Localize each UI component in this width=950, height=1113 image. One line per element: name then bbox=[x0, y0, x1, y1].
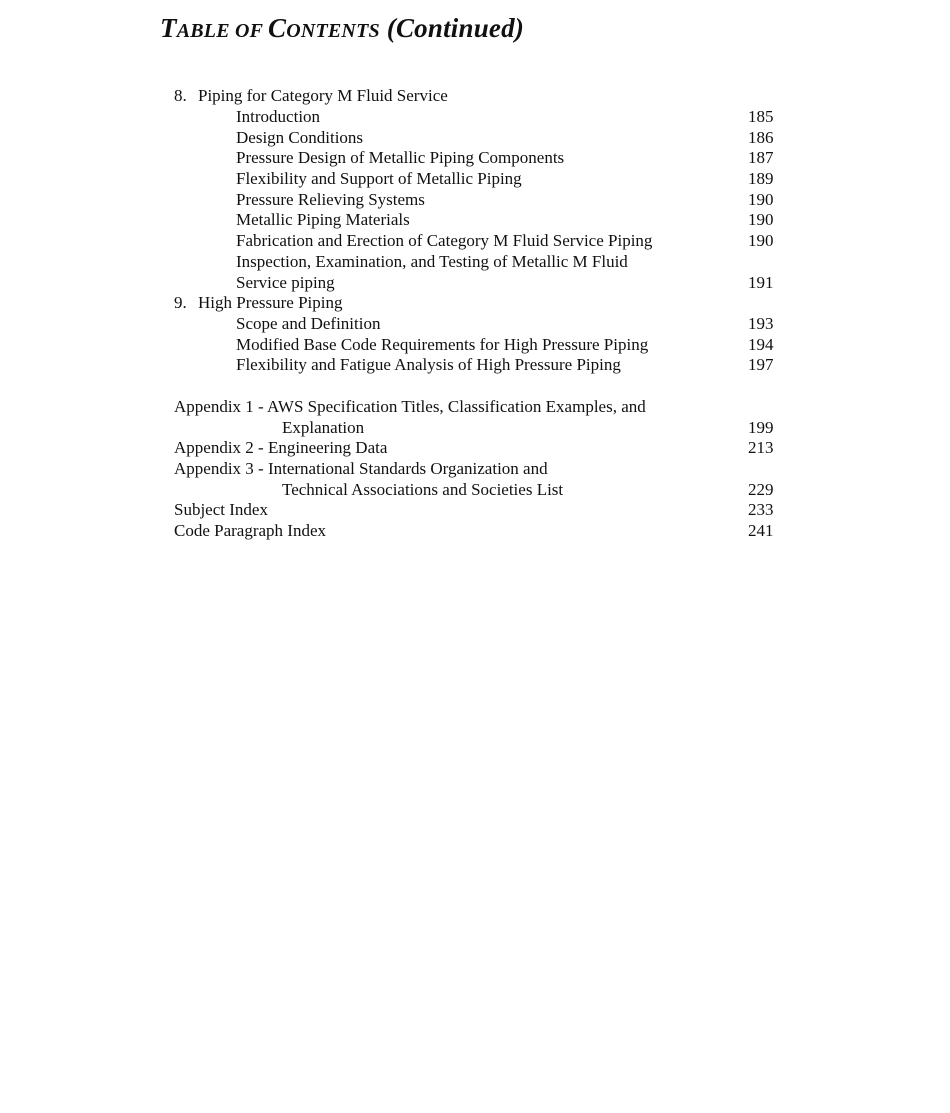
page-number: 191 bbox=[748, 273, 774, 292]
toc-entry: Flexibility and Fatigue Analysis of High Pressure Piping bbox=[236, 355, 621, 374]
title-smallcaps-able: ABLE OF bbox=[176, 20, 268, 42]
title-initial-t: T bbox=[160, 13, 177, 43]
code-paragraph-index-entry: Code Paragraph Index bbox=[174, 521, 327, 540]
toc-entry: Pressure Relieving Systems bbox=[236, 190, 425, 209]
toc-entry: Metallic Piping Materials bbox=[236, 210, 410, 229]
page-number: 241 bbox=[748, 521, 774, 540]
page-number: 233 bbox=[748, 500, 774, 519]
toc-entry: Pressure Design of Metallic Piping Components bbox=[236, 148, 565, 167]
page-number: 193 bbox=[748, 314, 774, 333]
subject-index-entry: Subject Index bbox=[174, 500, 268, 519]
chapter-9-heading bbox=[174, 293, 343, 313]
title-continued: (Continued) bbox=[379, 13, 525, 43]
page-number: 190 bbox=[748, 231, 774, 250]
appendix-2-entry: Appendix 2 - Engineering Data bbox=[174, 438, 388, 457]
page-number: 185 bbox=[748, 107, 774, 126]
toc-entry: Flexibility and Support of Metallic Piping bbox=[236, 169, 522, 188]
toc-entry: Introduction bbox=[236, 107, 321, 126]
page-number: 229 bbox=[748, 480, 774, 499]
appendix-1-entry: Appendix 1 - AWS Specification Titles, Classification Examples, and bbox=[174, 397, 646, 416]
page-number: 197 bbox=[748, 355, 774, 374]
toc-entry: Modified Base Code Requirements for High Pressure Piping bbox=[236, 335, 649, 354]
chapter-title: High Pressure Piping bbox=[198, 293, 343, 312]
toc-entry: Design Conditions bbox=[236, 128, 364, 147]
title-initial-c: C bbox=[267, 13, 287, 43]
appendix-3-continuation: Technical Associations and Societies List bbox=[282, 480, 564, 499]
appendix-1-continuation: Explanation bbox=[282, 418, 365, 437]
toc-entry: Inspection, Examination, and Testing of Metallic M Fluid bbox=[236, 252, 628, 271]
page-number: 187 bbox=[748, 148, 774, 167]
page-number: 190 bbox=[748, 190, 774, 209]
toc-entry: Fabrication and Erection of Category M Fluid Service Piping bbox=[236, 231, 653, 250]
page-number: 199 bbox=[748, 418, 774, 437]
toc-entry-continuation: Service piping bbox=[236, 273, 335, 292]
page-number: 189 bbox=[748, 169, 774, 188]
page-number: 186 bbox=[748, 128, 774, 147]
chapter-8-heading bbox=[174, 86, 448, 106]
toc-entry: Scope and Definition bbox=[236, 314, 381, 333]
appendix-3-entry: Appendix 3 - International Standards Organization and bbox=[174, 459, 548, 478]
page-number: 194 bbox=[748, 335, 774, 354]
chapter-number: 8. bbox=[174, 86, 187, 105]
page-number: 190 bbox=[748, 210, 774, 229]
chapter-number: 9. bbox=[174, 293, 187, 312]
chapter-title: Piping for Category M Fluid Service bbox=[198, 86, 448, 105]
page-number: 213 bbox=[748, 438, 774, 457]
title-smallcaps-ontents: ONTENTS bbox=[286, 20, 380, 42]
